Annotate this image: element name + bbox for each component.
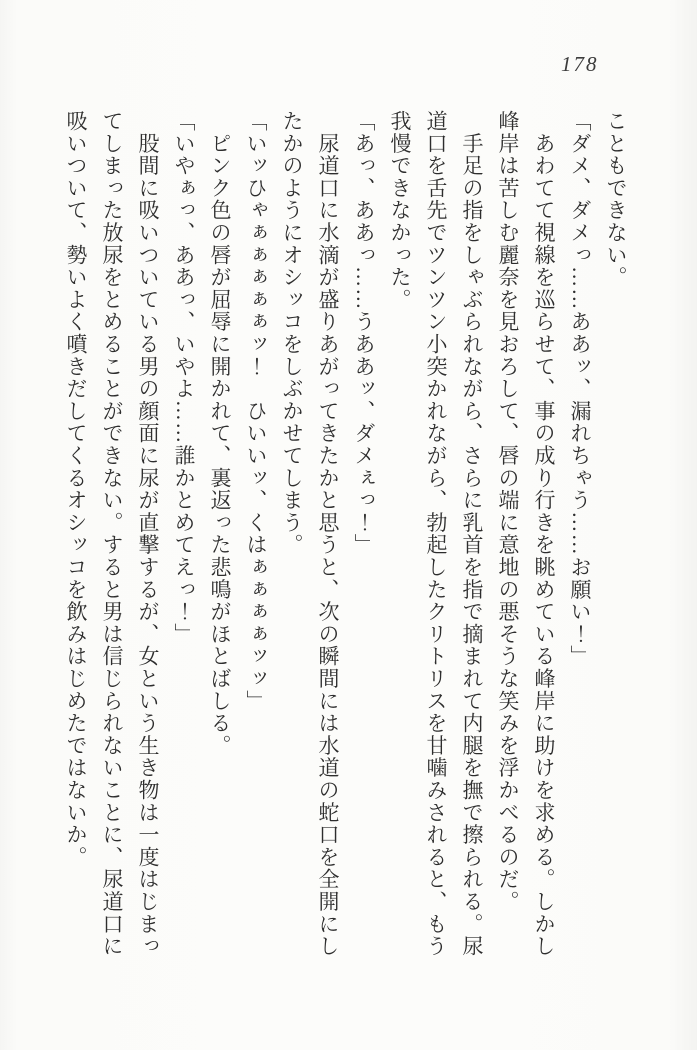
text-column: 我慢できなかった。: [388, 110, 412, 311]
text-column: ピンク色の唇が屈辱に開かれて、裏返った悲鳴がほとばしる。: [208, 110, 232, 757]
text-column: 「いッひゃぁぁぁぁぁッ！ ひいいッ、くはぁぁぁぁッッ」: [244, 110, 268, 713]
text-column: 吸いついて、勢いよく噴きだしてくるオシッコを飲みはじめたではないか。: [64, 110, 88, 869]
text-column: 「いやぁっ、ああっ、いやよ……誰かとめてえっ！」: [172, 110, 196, 646]
text-block: [58, 110, 634, 962]
page-number: 178: [561, 52, 599, 76]
text-column: 道口を舌先でツンツン小突かれながら、勃起したクリトリスを甘噛みされると、もう: [424, 110, 448, 958]
text-column: てしまった放尿をとめることができない。すると男は信じられないことに、尿道口に: [100, 110, 124, 958]
text-column: 尿道口に水滴が盛りあがってきたかと思うと、次の瞬間には水道の蛇口を全開にし: [316, 110, 340, 958]
text-column: こともできない。: [604, 110, 628, 289]
text-column: 手足の指をしゃぶられながら、さらに乳首を指で摘まれて内腿を撫で擦られる。尿: [460, 110, 484, 958]
text-column: 「ダメ、ダメっ……ああッ、漏れちゃう……お願い！」: [568, 110, 592, 668]
text-column: 股間に吸いついている男の顔面に尿が直撃するが、女という生き物は一度はじまっ: [136, 110, 160, 958]
text-column: あわてて視線を巡らせて、事の成り行きを眺めている峰岸に助けを求める。しかし: [532, 110, 556, 958]
text-column: たかのようにオシッコをしぶかせてしまう。: [280, 110, 304, 556]
text-column: 峰岸は苦しむ麗奈を見おろして、唇の端に意地の悪そうな笑みを浮かべるのだ。: [496, 110, 520, 913]
text-column: 「あっ、ああっ……うああッ、ダメぇっ！」: [352, 110, 376, 556]
